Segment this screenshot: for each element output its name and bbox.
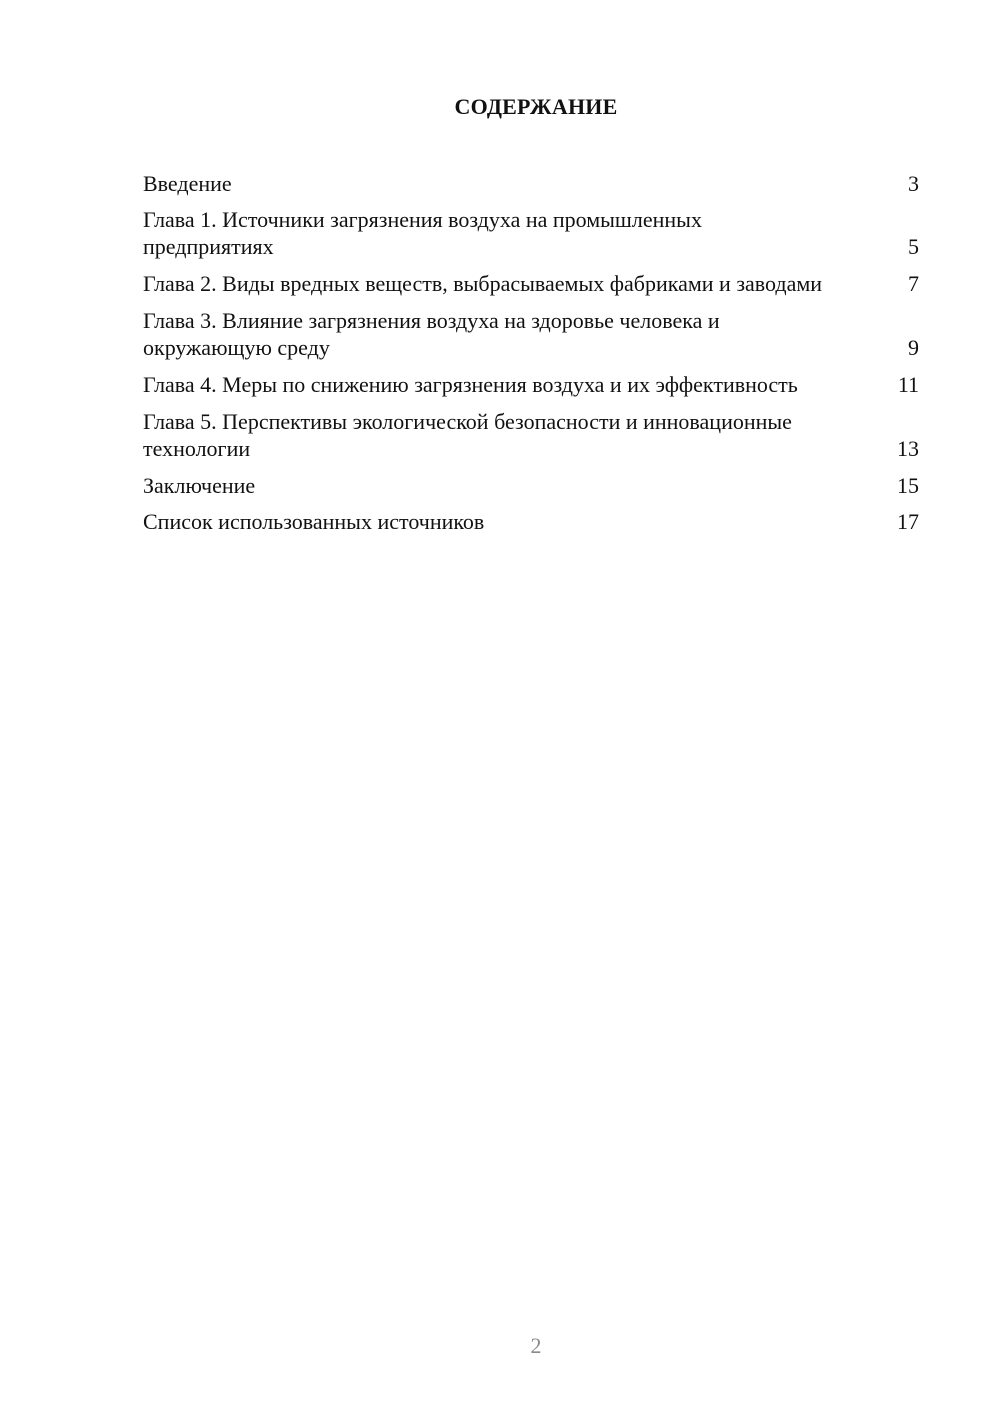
toc-entry-text: Введение [143, 171, 232, 196]
toc-entry-page: 17 [897, 509, 919, 534]
toc-entry-conclusion [143, 472, 919, 499]
toc-title: СОДЕРЖАНИЕ [454, 94, 618, 119]
toc-entry-text: Глава 3. Влияние загрязнения воздуха на здоровье человека и окружающую среду [143, 308, 720, 360]
toc-entry-chapter-5 [143, 408, 919, 462]
toc-entry-chapter-2 [143, 270, 919, 297]
toc-entry-introduction [143, 170, 919, 197]
toc-entry-page: 5 [908, 234, 919, 259]
toc-entry-page: 3 [908, 171, 919, 196]
toc-entry-page: 15 [897, 473, 919, 498]
toc-entry-text: Глава 1. Источники загрязнения воздуха на промышленных предприятиях [143, 207, 702, 259]
table-of-contents [143, 170, 919, 544]
toc-entry-text: Глава 5. Перспективы экологической безопасности и инновационные технологии [143, 409, 792, 461]
toc-entry-page: 11 [897, 372, 919, 397]
toc-entry-page: 9 [908, 335, 919, 360]
toc-entry-page: 13 [897, 436, 919, 461]
toc-entry-text: Заключение [143, 473, 256, 498]
toc-entry-text: Глава 2. Виды вредных веществ, выбрасываемых фабриками и заводами [143, 271, 823, 296]
toc-entry-chapter-3 [143, 307, 919, 361]
toc-entry-chapter-4 [143, 371, 919, 398]
toc-entry-page: 7 [908, 271, 919, 296]
toc-entry-text: Список использованных источников [143, 509, 485, 534]
toc-entry-chapter-1 [143, 206, 919, 260]
toc-entry-references [143, 508, 919, 535]
page-number: 2 [530, 1333, 542, 1358]
toc-entry-text: Глава 4. Меры по снижению загрязнения воздуха и их эффективность [143, 372, 798, 397]
